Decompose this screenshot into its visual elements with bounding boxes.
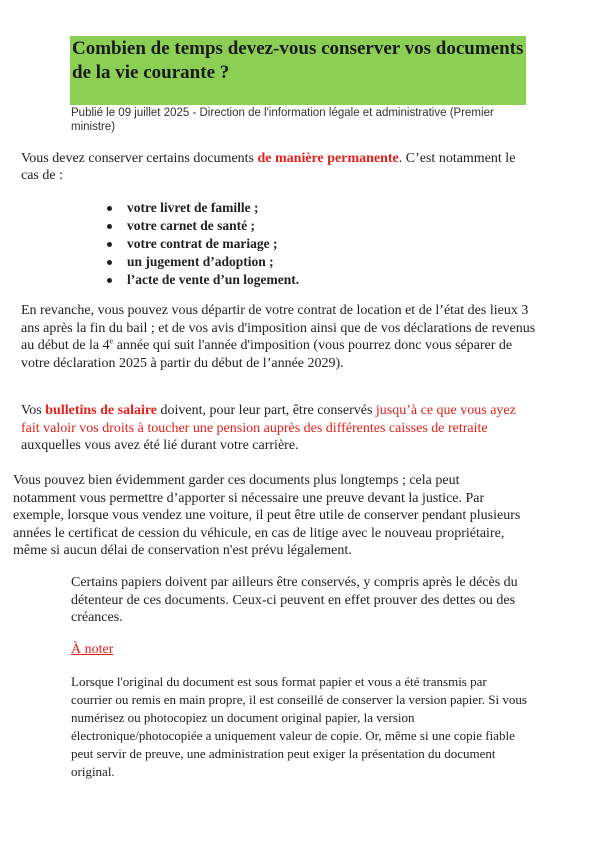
list-item-text: un jugement d’adoption ; [127, 254, 274, 269]
bullet-icon [107, 224, 112, 229]
page-title: Combien de temps devez-vous conserver vos documents de la vie courante ? [72, 38, 524, 83]
intro-paragraph [21, 150, 521, 184]
payslip-end: auxquelles vous avez été lié durant votre carrière. [21, 438, 299, 453]
payslip-highlight: bulletins de salaire [45, 403, 158, 418]
payslip-vos: Vos [21, 403, 46, 418]
intro-text-end: . C’est notamment le cas de : [21, 151, 516, 183]
list-item-text: votre contrat de mariage ; [127, 236, 278, 251]
title-banner [70, 36, 526, 105]
payslip-duration: jusqu’à ce que vous ayez fait valoir vos droits à toucher une pension auprès des différentes caisses de retraite [21, 403, 516, 436]
after-death-paragraph: Certains papiers doivent par ailleurs être conservés, y compris après le décès du détenteur de ces documents. Ceux-ci peuvent en effet prouver des dettes ou des créances. [71, 575, 518, 625]
list-item [105, 235, 299, 253]
intro-highlight: de manière permanente [257, 151, 399, 166]
permanent-documents-list [105, 199, 299, 289]
bullet-icon [107, 260, 112, 265]
list-item [105, 253, 299, 271]
bullet-icon [107, 206, 112, 211]
payslip-paragraph [21, 402, 536, 455]
ordinal-superscript: e [109, 336, 114, 346]
note-paragraph: Lorsque l'original du document est sous format papier et vous a été transmis par courrier ou remis en main propre, il est conseillé de conserver la version papier. Si vous numérisez ou photocopiez un document original papier, la version électronique/photocopiée a uniquement valeur de copie. Or, même si une copie fiable peut servir de preuve, une administration peut exiger la présentation du document original. [71, 674, 527, 779]
publication-info: Publié le 09 juillet 2025 - Direction de l'information légale et administrative (Premier ministre) [71, 107, 494, 133]
payslip-middle: doivent, pour leur part, être conservés [157, 403, 376, 418]
lease-tax-paragraph [21, 302, 536, 372]
list-item-text: votre carnet de santé ; [127, 218, 255, 233]
bullet-icon [107, 242, 112, 247]
lease-text-start: En revanche, vous pouvez vous départir de votre contrat de location et de l’état des lieux 3 ans après la fin du bail ; et de vos avis d'imposition ainsi que de vos déclarations de revenus au début de la 4 [21, 303, 536, 353]
list-item [105, 199, 299, 217]
list-item [105, 271, 299, 289]
list-item [105, 217, 299, 235]
note-heading: À noter [71, 642, 114, 657]
intro-text-start: Vous devez conserver certains documents [21, 151, 258, 166]
keep-longer-paragraph: Vous pouvez bien évidemment garder ces documents plus longtemps ; cela peut notamment vous permettre d’apporter si nécessaire une preuve devant la justice. Par exemple, lorsque vous vendez une voiture, il peut être utile de conserver pendant plusieurs années le certificat de cession du véhicule, en cas de litige avec le nouveau propriétaire, même si aucun délai de conservation n'est prévu légalement. [13, 473, 521, 558]
bullet-icon [107, 278, 112, 283]
list-item-text: votre livret de famille ; [127, 200, 259, 215]
list-item-text: l’acte de vente d’un logement. [127, 272, 300, 287]
lease-text-end: année qui suit l'année d'imposition (vous pourrez donc vous séparer de votre déclaration 2025 à partir du début de l’année 2029). [21, 338, 513, 371]
